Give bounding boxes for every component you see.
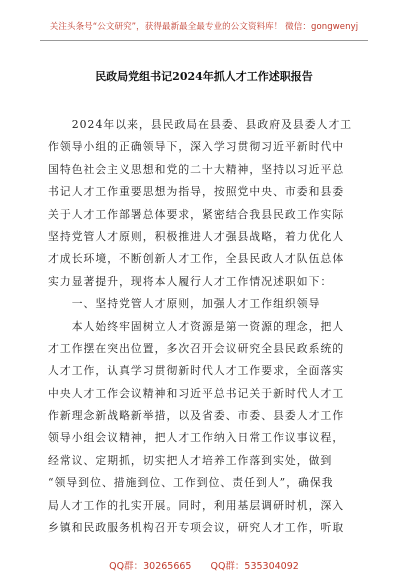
document-title: 民政局党组书记2024年抓人才工作述职报告: [95, 70, 313, 83]
paragraph-line: 中央人才工作会议精神和习近平总书记关于新时代人才工: [48, 386, 345, 400]
paragraph-line: 书记人才工作重要思想为指导，按照党中央、市委和县委: [48, 185, 345, 199]
header-divider: [40, 40, 368, 41]
paragraph-line: 关于人才工作部署总体要求，紧密结合我县民政工作实际: [48, 207, 345, 221]
paragraph-line: 坚持党管人才原则，积极推进人才强县战略，着力优化人: [48, 229, 345, 243]
paragraph-line: 才成长环境，不断创新人才工作，全县民政人才队伍总体: [48, 252, 345, 266]
paragraph-line: 国特色社会主义思想和党的二十大精神，坚持以习近平总: [48, 162, 345, 176]
paragraph-line: 人才工作，认真学习贯彻新时代人才工作要求，全面落实: [48, 364, 345, 378]
paragraph-line: 才工作摆在突出位置，多次召开会议研究全县民政系统的: [48, 341, 345, 355]
paragraph-line: 局人才工作的扎实开展。同时，利用基层调研时机，深入: [48, 498, 345, 512]
paragraph-line: 乡镇和民政服务机构召开专项会议，研究人才工作，听取: [48, 521, 345, 535]
paragraph-line: 本人始终牢固树立人才资源是第一资源的理念，把人: [48, 319, 345, 333]
paragraph-line: 领导小组会议精神，把人才工作纳入日常工作议事议程，: [48, 431, 345, 445]
document-body: [48, 114, 362, 539]
paragraph-line: 作领导小组的正确领导下，深入学习贯彻习近平新时代中: [48, 140, 345, 154]
promo-banner: 关注头条号“公文研究”，获得最新最全最专业的公文资料库！ 微信：gongwenyj: [49, 22, 359, 32]
section-heading: 一、坚持党管人才原则，加强人才工作组织领导: [48, 297, 321, 311]
qq-group-contact: QQ群：30265665 QQ群：535304092: [109, 561, 299, 572]
paragraph-line: 2024年以来，县民政局在县委、县政府及县委人才工: [48, 118, 353, 131]
paragraph-line: 作新理念新战略新举措，以及省委、市委、县委人才工作: [48, 409, 345, 423]
paragraph-line: 经常议、定期抓，切实把人才培养工作落到实处，做到: [48, 453, 333, 467]
paragraph-line: 实力显著提升，现将本人履行人才工作情况述职如下：: [48, 274, 333, 288]
paragraph-line: “领导到位、措施到位、工作到位、责任到人”，确保我: [48, 476, 334, 490]
